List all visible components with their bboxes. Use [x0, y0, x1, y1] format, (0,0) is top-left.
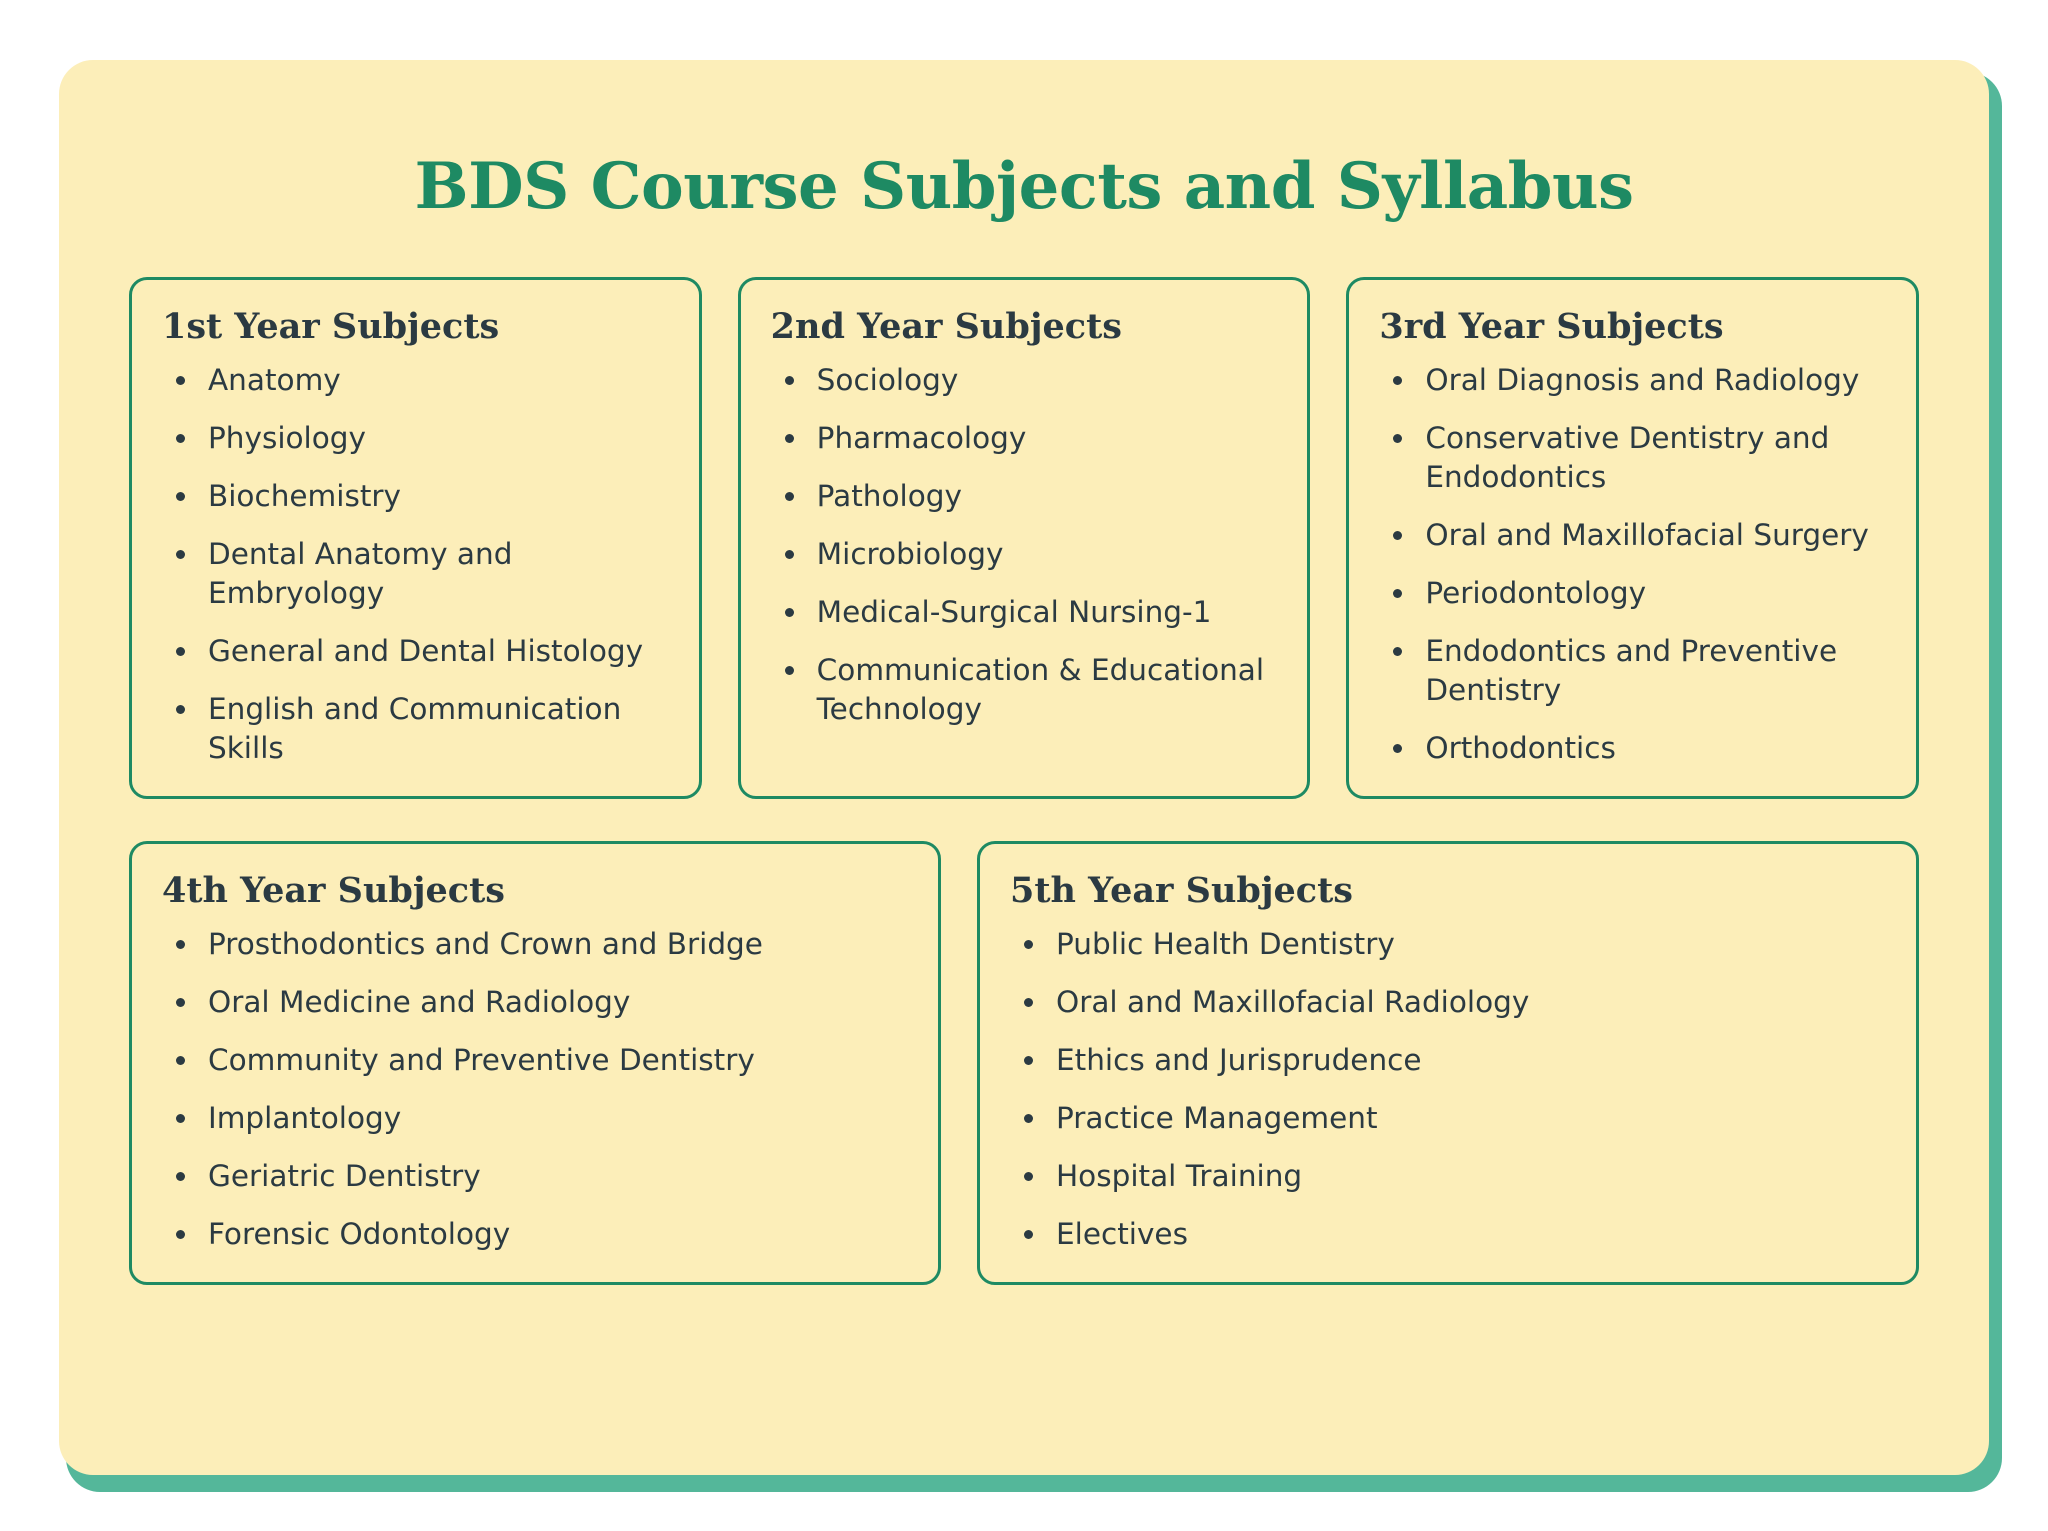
list-item	[771, 361, 1278, 400]
bullet-icon	[1024, 940, 1033, 949]
bullet-icon	[1393, 589, 1402, 598]
bullet-icon	[785, 550, 794, 559]
bullet-icon	[176, 550, 185, 559]
panel-title-3rd: 3rd Year Subjects	[1379, 306, 1724, 348]
bullet-icon	[176, 998, 185, 1007]
bullet-icon	[176, 1114, 185, 1123]
subject-label: Oral and Maxillofacial Surgery	[1425, 518, 1869, 553]
subject-label: Sociology	[816, 363, 959, 398]
year-panel-5th	[977, 841, 1919, 1285]
bullet-icon	[785, 608, 794, 617]
bullet-icon	[1024, 1172, 1033, 1181]
list-item	[1010, 925, 1886, 964]
bullet-icon	[176, 1230, 185, 1239]
bullet-icon	[176, 492, 185, 501]
bullet-icon	[1393, 744, 1402, 753]
subject-label: Orthodontics	[1425, 730, 1616, 765]
panel-title-2nd: 2nd Year Subjects	[770, 306, 1122, 348]
subject-label: Ethics and Jurisprudence	[1056, 1042, 1422, 1077]
subject-label: Conservative Dentistry and Endodontics	[1425, 421, 1830, 495]
subject-label: English and Communication Skills	[208, 692, 622, 765]
list-item	[162, 690, 669, 768]
list-item	[1010, 1215, 1886, 1254]
list-item	[1379, 729, 1886, 768]
list-item	[162, 632, 669, 671]
list-item	[162, 361, 669, 400]
list-item	[771, 535, 1278, 574]
list-item	[1379, 632, 1886, 710]
subject-label: Pharmacology	[816, 421, 1027, 456]
subject-label: Public Health Dentistry	[1056, 926, 1395, 961]
subject-label: Oral and Maxillofacial Radiology	[1056, 984, 1530, 1019]
list-item	[162, 1099, 908, 1138]
subject-label: Prosthodontics and Crown and Bridge	[208, 926, 763, 961]
bullet-icon	[785, 376, 794, 385]
page-title: BDS Course Subjects and Syllabus	[414, 149, 1634, 224]
year-panel-3rd	[1346, 277, 1919, 799]
list-item	[1379, 516, 1886, 555]
bullet-icon	[176, 647, 185, 656]
subject-label: Endodontics and Preventive Dentistry	[1425, 634, 1838, 708]
subject-label: Communication & Educational Technology	[816, 653, 1265, 727]
subject-list-1st	[162, 361, 669, 768]
list-item	[162, 1041, 908, 1080]
panel-title-5th: 5th Year Subjects	[1010, 869, 1353, 911]
bullet-icon	[1024, 998, 1033, 1007]
panel-row-bottom	[129, 841, 1919, 1285]
list-item	[162, 1215, 908, 1254]
bullet-icon	[176, 1172, 185, 1181]
bullet-icon	[1393, 376, 1402, 385]
subject-list-2nd	[771, 361, 1278, 729]
subject-label: Oral Diagnosis and Radiology	[1425, 363, 1860, 398]
bullet-icon	[176, 705, 185, 714]
subject-label: Microbiology	[816, 537, 1004, 572]
year-panel-4th	[129, 841, 941, 1285]
subject-label: Electives	[1056, 1216, 1188, 1251]
list-item	[1379, 419, 1886, 497]
subject-list-3rd	[1379, 361, 1886, 768]
list-item	[1010, 1157, 1886, 1196]
list-item	[162, 983, 908, 1022]
bullet-icon	[1393, 434, 1402, 443]
subject-label: Hospital Training	[1056, 1158, 1303, 1193]
list-item	[162, 925, 908, 964]
subject-label: Practice Management	[1056, 1100, 1378, 1135]
syllabus-card	[59, 60, 1989, 1475]
subject-label: Periodontology	[1425, 576, 1647, 611]
bullet-icon	[176, 434, 185, 443]
bullet-icon	[785, 492, 794, 501]
bullet-icon	[1024, 1114, 1033, 1123]
year-panel-2nd	[738, 277, 1311, 799]
bullet-icon	[1393, 531, 1402, 540]
bullet-icon	[785, 666, 794, 675]
list-item	[1379, 361, 1886, 400]
list-item	[1379, 574, 1886, 613]
list-item	[1010, 1099, 1886, 1138]
subject-label: Geriatric Dentistry	[208, 1158, 481, 1193]
list-item	[1010, 983, 1886, 1022]
subject-label: Community and Preventive Dentistry	[208, 1042, 755, 1077]
list-item	[771, 477, 1278, 516]
panel-row-top	[129, 277, 1919, 799]
subject-list-5th	[1010, 925, 1886, 1254]
bullet-icon	[1024, 1230, 1033, 1239]
subject-label: Pathology	[816, 479, 962, 514]
panel-title-1st: 1st Year Subjects	[162, 306, 500, 348]
bullet-icon	[176, 376, 185, 385]
subject-label: Anatomy	[208, 363, 341, 398]
list-item	[1010, 1041, 1886, 1080]
subject-label: Forensic Odontology	[208, 1216, 511, 1251]
list-item	[162, 535, 669, 613]
subject-label: Oral Medicine and Radiology	[208, 984, 631, 1019]
subject-list-4th	[162, 925, 908, 1254]
year-panel-1st	[129, 277, 702, 799]
bullet-icon	[1393, 647, 1402, 656]
list-item	[162, 477, 669, 516]
bullet-icon	[176, 940, 185, 949]
panel-title-4th: 4th Year Subjects	[162, 869, 505, 911]
subject-label: Implantology	[208, 1100, 402, 1135]
list-item	[771, 419, 1278, 458]
subject-label: Medical-Surgical Nursing-1	[816, 595, 1212, 630]
list-item	[771, 651, 1278, 729]
subject-label: Biochemistry	[208, 479, 402, 514]
subject-label: Physiology	[208, 421, 366, 456]
subject-label: General and Dental Histology	[208, 634, 644, 669]
bullet-icon	[176, 1056, 185, 1065]
list-item	[162, 419, 669, 458]
bullet-icon	[1024, 1056, 1033, 1065]
list-item	[162, 1157, 908, 1196]
subject-label: Dental Anatomy and Embryology	[208, 537, 513, 611]
bullet-icon	[785, 434, 794, 443]
list-item	[771, 593, 1278, 632]
